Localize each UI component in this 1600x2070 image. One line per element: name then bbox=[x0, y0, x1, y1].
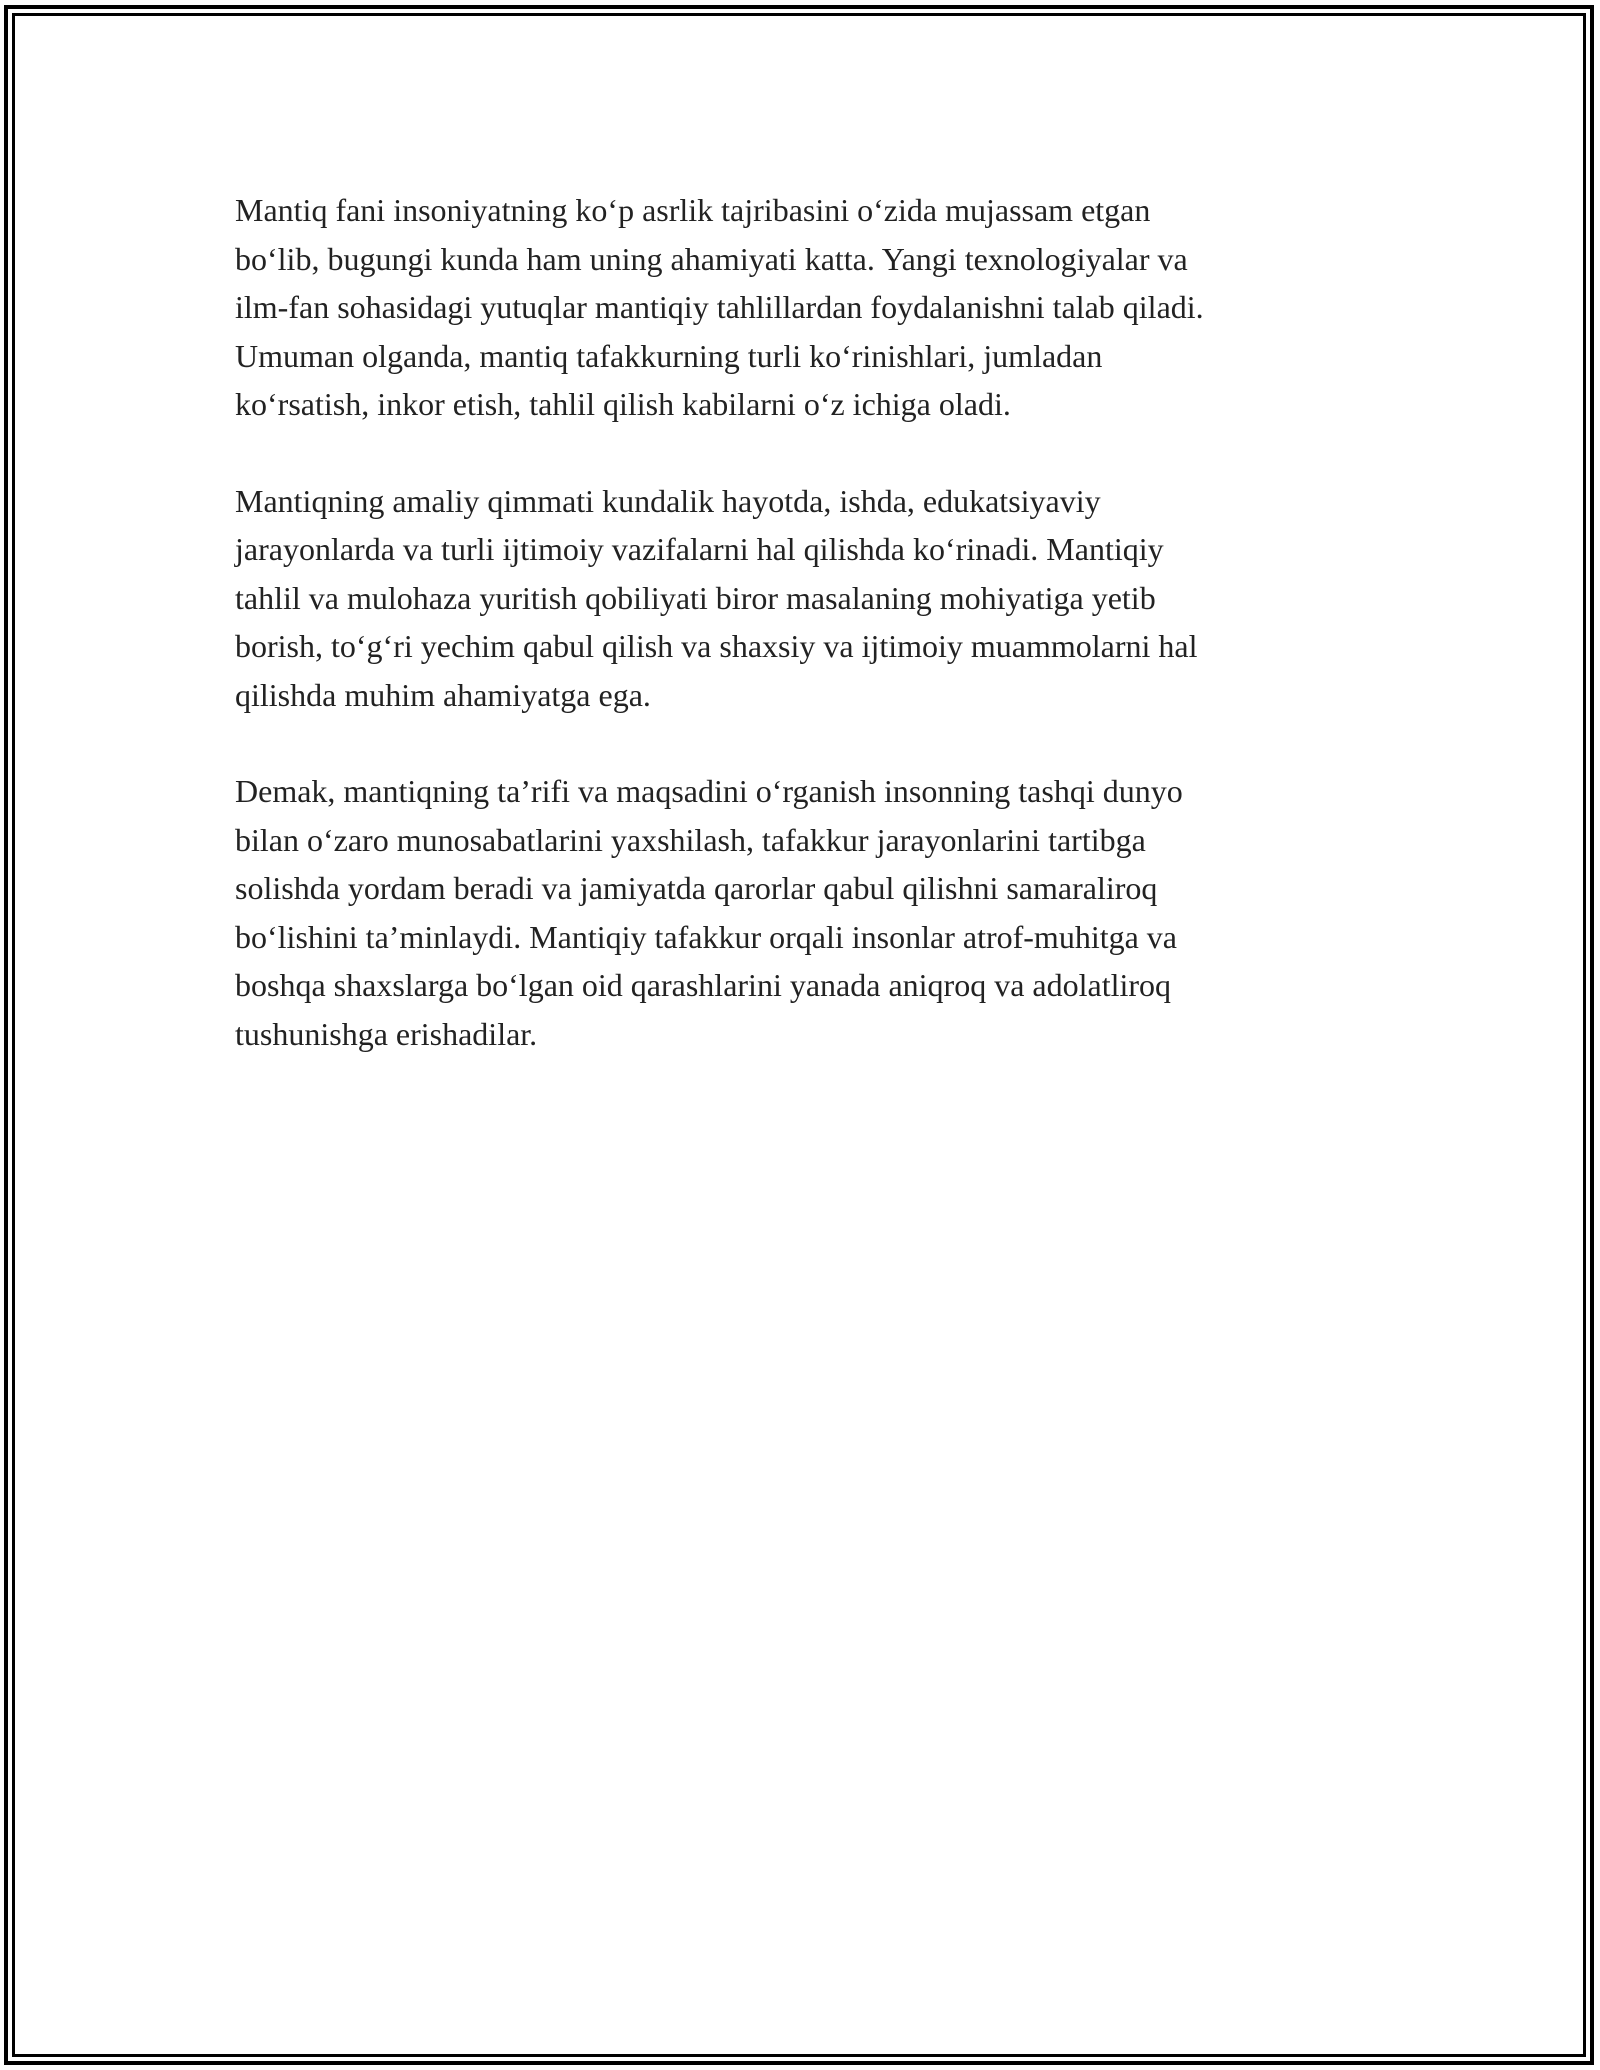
paragraph-line: ko‘rsatish, inkor etish, tahlil qilish kabilarni o‘z ichiga oladi. bbox=[235, 386, 1011, 422]
paragraph-line: bilan o‘zaro munosabatlarini yaxshilash, tafakkur jarayonlarini tartibga bbox=[235, 821, 1146, 858]
paragraph-line: tahlil va mulohaza yuritish qobiliyati biror masalaning mohiyatiga yetib bbox=[235, 579, 1156, 616]
paragraph-line: solishda yordam beradi va jamiyatda qarorlar qabul qilishni samaraliroq bbox=[235, 870, 1158, 906]
paragraph-line: Mantiq fani insoniyatning ko‘p asrlik tajribasini o‘zida mujassam etgan bbox=[235, 192, 1151, 228]
paragraph-3 bbox=[235, 767, 1365, 1058]
document-body bbox=[235, 186, 1365, 1106]
paragraph-line: bo‘lishini ta’minlaydi. Mantiqiy tafakkur orqali insonlar atrof-muhitga va bbox=[235, 918, 1177, 955]
paragraph-line: tushunishga erishadilar. bbox=[235, 1015, 538, 1052]
paragraph-line: borish, to‘g‘ri yechim qabul qilish va shaxsiy va ijtimoiy muammolarni hal bbox=[235, 628, 1198, 664]
paragraph-line: qilishda muhim ahamiyatga ega. bbox=[235, 676, 651, 713]
paragraph-1 bbox=[235, 186, 1365, 429]
paragraph-line: Demak, mantiqning ta’rifi va maqsadini o‘rganish insonning tashqi dunyo bbox=[235, 773, 1183, 809]
paragraph-line: ilm-fan sohasidagi yutuqlar mantiqiy tahlillardan foydalanishni talab qiladi. bbox=[235, 289, 1204, 325]
paragraph-line: bo‘lib, bugungi kunda ham uning ahamiyati katta. Yangi texnologiyalar va bbox=[235, 240, 1188, 277]
paragraph-line: jarayonlarda va turli ijtimoiy vazifalarni hal qilishda ko‘rinadi. Mantiqiy bbox=[235, 531, 1164, 567]
paragraph-2 bbox=[235, 477, 1365, 720]
paragraph-line: Mantiqning amaliy qimmati kundalik hayotda, ishda, edukatsiyaviy bbox=[235, 482, 1101, 519]
paragraph-line: Umuman olganda, mantiq tafakkurning turli ko‘rinishlari, jumladan bbox=[235, 337, 1103, 374]
paragraph-line: boshqa shaxslarga bo‘lgan oid qarashlarini yanada aniqroq va adolatliroq bbox=[235, 967, 1172, 1003]
